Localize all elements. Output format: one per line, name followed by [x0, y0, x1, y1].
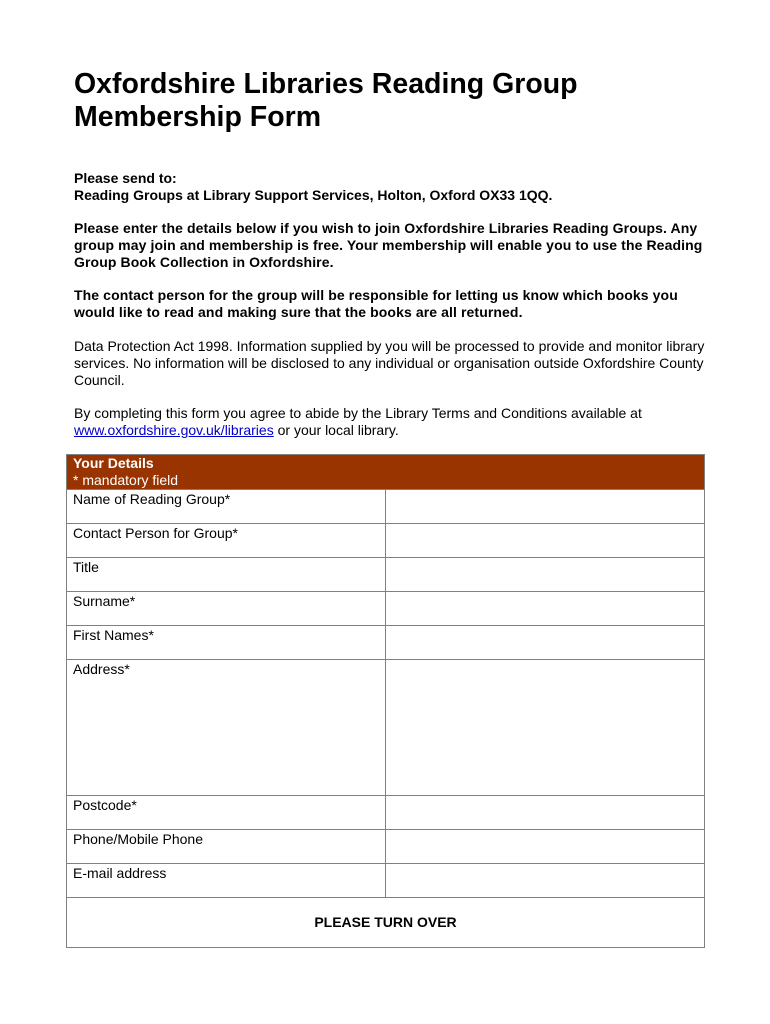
send-to-label: Please send to:	[74, 170, 177, 186]
email-label: E-mail address	[67, 864, 386, 898]
page-title: Oxfordshire Libraries Reading Group Membership Form	[74, 68, 578, 133]
surname-label: Surname*	[67, 592, 386, 626]
table-row	[67, 524, 705, 558]
reading-group-name-input[interactable]	[386, 490, 704, 523]
contact-person-label: Contact Person for Group*	[67, 524, 386, 558]
address-input[interactable]	[386, 660, 704, 795]
table-row	[67, 558, 705, 592]
title-label: Title	[67, 558, 386, 592]
address-label: Address*	[67, 660, 386, 796]
first-names-label: First Names*	[67, 626, 386, 660]
your-details-title: Your Details	[73, 455, 154, 471]
phone-input[interactable]	[386, 830, 704, 863]
table-row	[67, 864, 705, 898]
libraries-website-link[interactable]: www.oxfordshire.gov.uk/libraries	[74, 422, 274, 438]
first-names-input[interactable]	[386, 626, 704, 659]
your-details-header	[67, 455, 705, 490]
table-row	[67, 490, 705, 524]
title-input[interactable]	[386, 558, 704, 591]
contact-person-input[interactable]	[386, 524, 704, 557]
table-row	[67, 626, 705, 660]
terms-suffix: or your local library.	[277, 422, 399, 438]
data-protection-text: Data Protection Act 1998. Information supplied by you will be processed to provide and monitor library services. No information will be disclosed to any individual or organisation outside Oxfordshire County Council.	[74, 338, 705, 388]
terms-text	[74, 405, 714, 439]
table-row	[67, 660, 705, 796]
send-to-block	[74, 170, 714, 204]
your-details-table	[66, 454, 705, 948]
mandatory-field-note: * mandatory field	[73, 472, 179, 488]
phone-label: Phone/Mobile Phone	[67, 830, 386, 864]
table-row	[67, 796, 705, 830]
postcode-input[interactable]	[386, 796, 704, 829]
send-to-address: Reading Groups at Library Support Services, Holton, Oxford OX33 1QQ.	[74, 187, 553, 203]
surname-input[interactable]	[386, 592, 704, 625]
please-turn-over: PLEASE TURN OVER	[67, 898, 705, 948]
terms-prefix: By completing this form you agree to abide by the Library Terms and Conditions available at	[74, 405, 642, 421]
table-row	[67, 830, 705, 864]
postcode-label: Postcode*	[67, 796, 386, 830]
reading-group-name-label: Name of Reading Group*	[67, 490, 386, 524]
contact-note: The contact person for the group will be responsible for letting us know which books you would like to read and making sure that the books are all returned.	[74, 287, 678, 320]
table-row	[67, 592, 705, 626]
intro-text: Please enter the details below if you wish to join Oxfordshire Libraries Reading Groups. Any group may join and membership is free. Your membership will enable you to use the Reading Group Book Collection in Oxfordshire.	[74, 220, 703, 270]
email-input[interactable]	[386, 864, 704, 897]
